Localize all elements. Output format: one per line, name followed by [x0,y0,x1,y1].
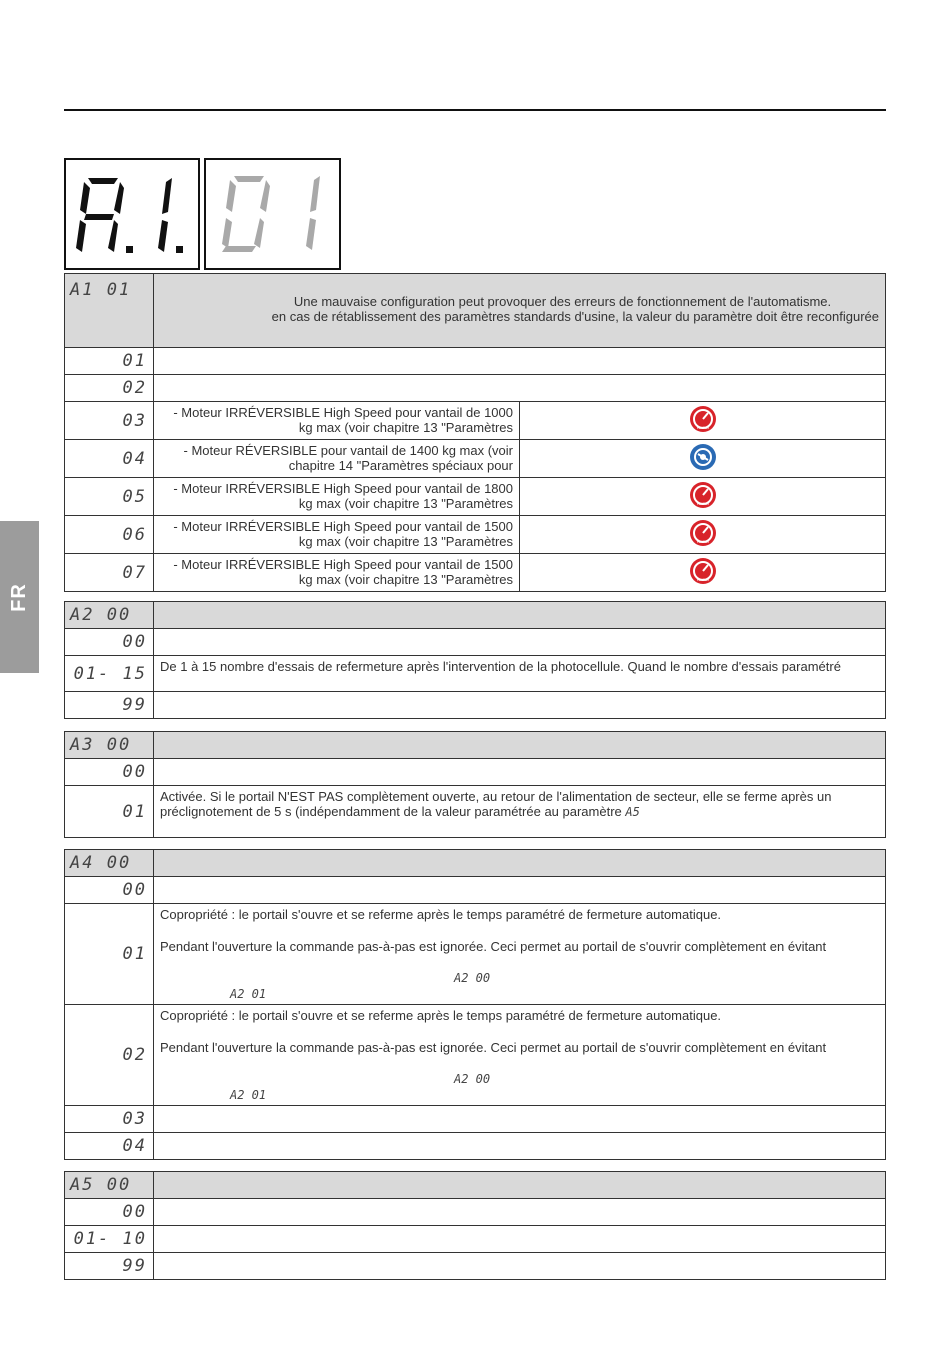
table-row: 01- 15 De 1 à 15 nombre d'essais de refermeture après l'intervention de la photocellule. Quand le nombre d'essais paramétré [65,656,886,692]
svg-text:RAPID: RAPID [696,425,709,430]
table-row: 99 [65,1253,886,1280]
rapid-speed-icon [520,402,886,440]
table-row: 03 [65,1106,886,1133]
table-row: 00 [65,759,886,786]
table-a4 [64,849,886,1160]
rapid-speed-icon [520,554,886,592]
table-row: 01 Activée. Si le portail N'EST PAS complètement ouverte, au retour de l'alimentation de secteur, elle se ferme après un préclignotement de 5 s (indépendamment de la valeur paramétrée au paramètre A5 [65,786,886,838]
table-row: 01 Copropriété : le portail s'ouvre et se referme après le temps paramétré de fermeture automatique. Pendant l'ouverture la commande pas-à-pas est ignorée. Ceci permet au portail de s'ouvrir complètement en évitant A2 00 A2 01 [65,904,886,1005]
table-row: 00 [65,1199,886,1226]
svg-text:RAPID: RAPID [696,539,709,544]
display-right-digits [206,160,339,268]
display-left-digits [66,160,198,268]
table-row: 02 Copropriété : le portail s'ouvre et se referme après le temps paramétré de fermeture automatique. Pendant l'ouverture la commande pas-à-pas est ignorée. Ceci permet au portail de s'ouvrir complètement en évitant A2 00 A2 01 [65,1005,886,1106]
table-row: 01- 10 [65,1226,886,1253]
table-a5 [64,1171,886,1280]
top-rule [64,109,886,111]
segment-1b-glyph [306,176,320,250]
rapid-speed-icon [520,516,886,554]
table-a2 [64,601,886,719]
table-row: 99 [65,692,886,719]
rapid-speed-icon [520,478,886,516]
section-code: A1 01 [65,274,154,348]
section-code: A5 00 [65,1172,154,1199]
svg-text:RAPID: RAPID [696,577,709,582]
section-header: Une mauvaise configuration peut provoquer des erreurs de fonctionnement de l'automatisme. en cas de rétablissement des paramètres standards d'usine, la valeur du paramètre doit être reconfigurée [154,274,886,348]
reversible-icon [520,440,886,478]
segment-A-glyph [76,178,124,252]
segment-0-glyph [222,176,270,252]
table-row: 06 - Moteur IRRÉVERSIBLE High Speed pour vantail de 1500 kg max (voir chapitre 13 "Paramètres RAPID [65,516,886,554]
display-left [64,158,200,270]
language-tab [0,521,39,673]
table-row: 00 [65,629,886,656]
table-a3 [64,731,886,838]
table-a1 [64,273,886,592]
table-row: 01 [65,348,886,375]
table-row: 04 [65,1133,886,1160]
table-row: 04 - Moteur RÉVERSIBLE pour vantail de 1400 kg max (voir chapitre 14 "Paramètres spéciaux pour [65,440,886,478]
svg-text:RAPID: RAPID [696,501,709,506]
table-row: 03 - Moteur IRRÉVERSIBLE High Speed pour vantail de 1000 kg max (voir chapitre 13 "Paramètres RAPID [65,402,886,440]
table-row: 02 [65,375,886,402]
table-row: 00 [65,877,886,904]
section-code: A3 00 [65,732,154,759]
display-right [204,158,341,270]
language-tab-label: FR [7,582,30,612]
segment-1-glyph [158,178,172,252]
table-row: 05 - Moteur IRRÉVERSIBLE High Speed pour vantail de 1800 kg max (voir chapitre 13 "Paramètres RAPID [65,478,886,516]
section-code: A4 00 [65,850,154,877]
table-row: 07 - Moteur IRRÉVERSIBLE High Speed pour vantail de 1500 kg max (voir chapitre 13 "Paramètres RAPID [65,554,886,592]
section-code: A2 00 [65,602,154,629]
